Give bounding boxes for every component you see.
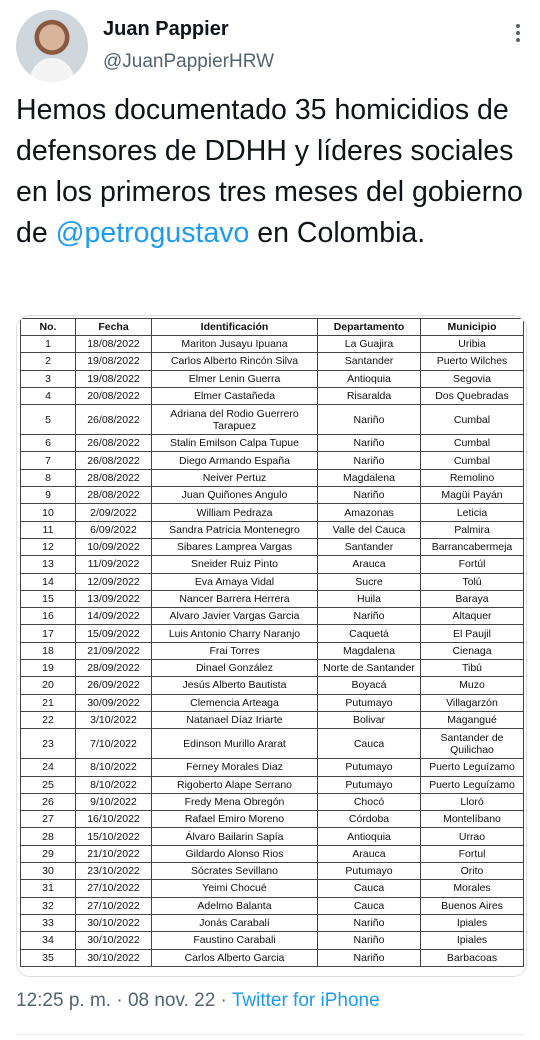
cell-no: 4 bbox=[21, 387, 76, 404]
table-row bbox=[21, 336, 524, 353]
cell-no: 6 bbox=[21, 435, 76, 452]
cell-fecha: 21/10/2022 bbox=[76, 845, 152, 862]
cell-no: 27 bbox=[21, 811, 76, 828]
header-no: No. bbox=[21, 319, 76, 336]
table-row bbox=[21, 370, 524, 387]
cell-departamento: Putumayo bbox=[318, 863, 421, 880]
cell-identificacion: Adriana del Rodio Guerrero Tarapuez bbox=[152, 405, 318, 435]
cell-departamento: Nariño bbox=[318, 608, 421, 625]
cell-municipio: Orito bbox=[421, 863, 524, 880]
cell-no: 24 bbox=[21, 759, 76, 776]
cell-identificacion: Elmer Castañeda bbox=[152, 387, 318, 404]
cell-no: 17 bbox=[21, 625, 76, 642]
cell-fecha: 27/10/2022 bbox=[76, 880, 152, 897]
cell-identificacion: Sandra Patricia Montenegro bbox=[152, 521, 318, 538]
tweet-footer bbox=[16, 990, 380, 1012]
header-identificacion: Identificación bbox=[152, 319, 318, 336]
mention-link[interactable]: @petrogustavo bbox=[55, 217, 250, 249]
cell-fecha: 15/09/2022 bbox=[76, 625, 152, 642]
cell-identificacion: Rafael Emiro Moreno bbox=[152, 811, 318, 828]
cell-identificacion: Adelmo Balanta bbox=[152, 897, 318, 914]
cell-departamento: Nariño bbox=[318, 405, 421, 435]
cell-fecha: 10/09/2022 bbox=[76, 538, 152, 555]
homicides-table bbox=[20, 318, 524, 967]
cell-departamento: Nariño bbox=[318, 487, 421, 504]
cell-identificacion: Natanael Díaz Iriarte bbox=[152, 711, 318, 728]
cell-departamento: Huila bbox=[318, 590, 421, 607]
cell-no: 25 bbox=[21, 776, 76, 793]
cell-departamento: Caquetá bbox=[318, 625, 421, 642]
cell-municipio: Puerto Leguízamo bbox=[421, 776, 524, 793]
cell-municipio: Remolino bbox=[421, 469, 524, 486]
table-row bbox=[21, 759, 524, 776]
cell-no: 19 bbox=[21, 660, 76, 677]
cell-departamento: Sucre bbox=[318, 573, 421, 590]
table-row bbox=[21, 897, 524, 914]
cell-no: 26 bbox=[21, 793, 76, 810]
cell-identificacion: Neiver Pertuz bbox=[152, 469, 318, 486]
cell-departamento: Santander bbox=[318, 538, 421, 555]
table-row bbox=[21, 487, 524, 504]
cell-departamento: Cauca bbox=[318, 880, 421, 897]
cell-identificacion: Mariton Jusayu Ipuana bbox=[152, 336, 318, 353]
table-row bbox=[21, 932, 524, 949]
cell-identificacion: William Pedraza bbox=[152, 504, 318, 521]
cell-fecha: 26/08/2022 bbox=[76, 405, 152, 435]
cell-fecha: 12/09/2022 bbox=[76, 573, 152, 590]
table-row bbox=[21, 573, 524, 590]
cell-fecha: 28/08/2022 bbox=[76, 487, 152, 504]
cell-identificacion: Carlos Alberto Rincón Silva bbox=[152, 353, 318, 370]
display-name[interactable]: Juan Pappier bbox=[103, 18, 229, 40]
cell-no: 16 bbox=[21, 608, 76, 625]
table-row bbox=[21, 435, 524, 452]
cell-departamento: Cauca bbox=[318, 729, 421, 759]
cell-identificacion: Edinson Murillo Ararat bbox=[152, 729, 318, 759]
cell-identificacion: Elmer Lenin Guerra bbox=[152, 370, 318, 387]
cell-fecha: 14/09/2022 bbox=[76, 608, 152, 625]
cell-no: 11 bbox=[21, 521, 76, 538]
cell-municipio: Leticia bbox=[421, 504, 524, 521]
cell-no: 23 bbox=[21, 729, 76, 759]
table-row bbox=[21, 387, 524, 404]
tweet-header bbox=[16, 10, 524, 82]
cell-no: 14 bbox=[21, 573, 76, 590]
cell-identificacion: Jesús Alberto Bautista bbox=[152, 677, 318, 694]
cell-identificacion: Sneider Ruiz Pinto bbox=[152, 556, 318, 573]
cell-no: 22 bbox=[21, 711, 76, 728]
cell-no: 32 bbox=[21, 897, 76, 914]
table-row bbox=[21, 949, 524, 966]
cell-departamento: Antioquia bbox=[318, 370, 421, 387]
cell-no: 29 bbox=[21, 845, 76, 862]
divider bbox=[16, 1034, 524, 1035]
cell-departamento: Santander bbox=[318, 353, 421, 370]
table-row bbox=[21, 538, 524, 555]
separator: · bbox=[111, 990, 128, 1011]
cell-no: 3 bbox=[21, 370, 76, 387]
cell-identificacion: Álvaro Bailarin Sapía bbox=[152, 828, 318, 845]
cell-identificacion: Juan Quiñones Angulo bbox=[152, 487, 318, 504]
cell-identificacion: Faustino Carabali bbox=[152, 932, 318, 949]
cell-fecha: 27/10/2022 bbox=[76, 897, 152, 914]
cell-identificacion: Clemencia Arteaga bbox=[152, 694, 318, 711]
tweet-text bbox=[16, 90, 524, 254]
cell-identificacion: Diego Armando España bbox=[152, 452, 318, 469]
cell-fecha: 7/10/2022 bbox=[76, 729, 152, 759]
table-row bbox=[21, 556, 524, 573]
cell-fecha: 26/08/2022 bbox=[76, 452, 152, 469]
cell-municipio: Uribia bbox=[421, 336, 524, 353]
cell-municipio: Tibú bbox=[421, 660, 524, 677]
cell-no: 31 bbox=[21, 880, 76, 897]
tweet-text-before: Hemos documentado 35 homicidios de defensores de DDHH y líderes sociales en los primeros tres meses del gobierno de bbox=[16, 94, 523, 249]
cell-identificacion: Frai Torres bbox=[152, 642, 318, 659]
table-row bbox=[21, 608, 524, 625]
cell-fecha: 28/08/2022 bbox=[76, 469, 152, 486]
avatar[interactable] bbox=[16, 10, 88, 82]
cell-no: 28 bbox=[21, 828, 76, 845]
cell-fecha: 11/09/2022 bbox=[76, 556, 152, 573]
cell-municipio: Baraya bbox=[421, 590, 524, 607]
cell-fecha: 9/10/2022 bbox=[76, 793, 152, 810]
table-row bbox=[21, 828, 524, 845]
cell-no: 30 bbox=[21, 863, 76, 880]
cell-no: 7 bbox=[21, 452, 76, 469]
cell-municipio: Altaquer bbox=[421, 608, 524, 625]
separator: · bbox=[215, 990, 232, 1011]
table-row bbox=[21, 452, 524, 469]
cell-fecha: 20/08/2022 bbox=[76, 387, 152, 404]
cell-departamento: Putumayo bbox=[318, 759, 421, 776]
table-row bbox=[21, 677, 524, 694]
cell-no: 12 bbox=[21, 538, 76, 555]
cell-no: 1 bbox=[21, 336, 76, 353]
cell-municipio: Urrao bbox=[421, 828, 524, 845]
table-row bbox=[21, 845, 524, 862]
cell-municipio: Palmira bbox=[421, 521, 524, 538]
cell-fecha: 21/09/2022 bbox=[76, 642, 152, 659]
cell-identificacion: Yeimi Chocué bbox=[152, 880, 318, 897]
table-row bbox=[21, 776, 524, 793]
cell-fecha: 16/10/2022 bbox=[76, 811, 152, 828]
user-handle[interactable]: @JuanPappierHRW bbox=[103, 51, 275, 72]
cell-municipio: Magangué bbox=[421, 711, 524, 728]
table-row bbox=[21, 590, 524, 607]
cell-municipio: Tolú bbox=[421, 573, 524, 590]
cell-fecha: 8/10/2022 bbox=[76, 776, 152, 793]
cell-departamento: Cauca bbox=[318, 897, 421, 914]
table-row bbox=[21, 521, 524, 538]
cell-departamento: Nariño bbox=[318, 914, 421, 931]
tweet-time[interactable]: 12:25 p. m. bbox=[16, 990, 112, 1011]
cell-departamento: Córdoba bbox=[318, 811, 421, 828]
cell-no: 2 bbox=[21, 353, 76, 370]
cell-departamento: Amazonas bbox=[318, 504, 421, 521]
cell-fecha: 28/09/2022 bbox=[76, 660, 152, 677]
cell-fecha: 23/10/2022 bbox=[76, 863, 152, 880]
cell-departamento: La Guajira bbox=[318, 336, 421, 353]
table-row bbox=[21, 625, 524, 642]
cell-departamento: Nariño bbox=[318, 452, 421, 469]
cell-municipio: Fortul bbox=[421, 845, 524, 862]
table-row bbox=[21, 660, 524, 677]
cell-departamento: Norte de Santander bbox=[318, 660, 421, 677]
cell-departamento: Putumayo bbox=[318, 776, 421, 793]
attached-image[interactable] bbox=[16, 315, 527, 977]
table-row bbox=[21, 793, 524, 810]
cell-identificacion: Sócrates Sevillano bbox=[152, 863, 318, 880]
cell-municipio: Cienaga bbox=[421, 642, 524, 659]
table-row bbox=[21, 811, 524, 828]
cell-departamento: Nariño bbox=[318, 949, 421, 966]
cell-no: 35 bbox=[21, 949, 76, 966]
cell-fecha: 26/09/2022 bbox=[76, 677, 152, 694]
cell-fecha: 15/10/2022 bbox=[76, 828, 152, 845]
tweet-source[interactable]: Twitter for iPhone bbox=[231, 990, 380, 1011]
cell-municipio: Muzo bbox=[421, 677, 524, 694]
cell-fecha: 30/10/2022 bbox=[76, 949, 152, 966]
cell-identificacion: Fredy Mena Obregón bbox=[152, 793, 318, 810]
cell-identificacion: Nancer Barrera Herrera bbox=[152, 590, 318, 607]
cell-departamento: Arauca bbox=[318, 556, 421, 573]
table-row bbox=[21, 914, 524, 931]
cell-identificacion: Eva Amaya Vidal bbox=[152, 573, 318, 590]
cell-no: 8 bbox=[21, 469, 76, 486]
table-row bbox=[21, 405, 524, 435]
cell-municipio: Cumbal bbox=[421, 435, 524, 452]
cell-municipio: Ipiales bbox=[421, 932, 524, 949]
cell-no: 13 bbox=[21, 556, 76, 573]
table-row bbox=[21, 711, 524, 728]
cell-fecha: 30/10/2022 bbox=[76, 914, 152, 931]
cell-departamento: Risaralda bbox=[318, 387, 421, 404]
cell-departamento: Nariño bbox=[318, 435, 421, 452]
cell-municipio: Morales bbox=[421, 880, 524, 897]
cell-identificacion: Ferney Morales Diaz bbox=[152, 759, 318, 776]
table-row bbox=[21, 880, 524, 897]
cell-departamento: Magdalena bbox=[318, 469, 421, 486]
table-row bbox=[21, 642, 524, 659]
cell-no: 9 bbox=[21, 487, 76, 504]
cell-municipio: Lloró bbox=[421, 793, 524, 810]
cell-fecha: 8/10/2022 bbox=[76, 759, 152, 776]
cell-fecha: 30/09/2022 bbox=[76, 694, 152, 711]
cell-no: 18 bbox=[21, 642, 76, 659]
cell-departamento: Putumayo bbox=[318, 694, 421, 711]
cell-departamento: Valle del Cauca bbox=[318, 521, 421, 538]
cell-fecha: 13/09/2022 bbox=[76, 590, 152, 607]
cell-municipio: Puerto Wilches bbox=[421, 353, 524, 370]
cell-no: 33 bbox=[21, 914, 76, 931]
cell-identificacion: Dinael González bbox=[152, 660, 318, 677]
cell-no: 20 bbox=[21, 677, 76, 694]
cell-fecha: 3/10/2022 bbox=[76, 711, 152, 728]
cell-identificacion: Carlos Alberto Garcia bbox=[152, 949, 318, 966]
cell-no: 21 bbox=[21, 694, 76, 711]
cell-municipio: Segovia bbox=[421, 370, 524, 387]
cell-identificacion: Luis Antonio Charry Naranjo bbox=[152, 625, 318, 642]
cell-no: 34 bbox=[21, 932, 76, 949]
header-municipio: Municipio bbox=[421, 319, 524, 336]
tweet-text-after: en Colombia. bbox=[249, 217, 426, 249]
cell-identificacion: Rigoberto Alape Serrano bbox=[152, 776, 318, 793]
header-fecha: Fecha bbox=[76, 319, 152, 336]
cell-municipio: El Paujil bbox=[421, 625, 524, 642]
cell-fecha: 30/10/2022 bbox=[76, 932, 152, 949]
cell-municipio: Puerto Leguízamo bbox=[421, 759, 524, 776]
cell-no: 10 bbox=[21, 504, 76, 521]
header-departamento: Departamento bbox=[318, 319, 421, 336]
cell-departamento: Nariño bbox=[318, 932, 421, 949]
cell-identificacion: Gildardo Alonso Rios bbox=[152, 845, 318, 862]
cell-departamento: Arauca bbox=[318, 845, 421, 862]
cell-fecha: 26/08/2022 bbox=[76, 435, 152, 452]
cell-fecha: 2/09/2022 bbox=[76, 504, 152, 521]
cell-departamento: Chocó bbox=[318, 793, 421, 810]
cell-municipio: Buenos Aires bbox=[421, 897, 524, 914]
cell-identificacion: Stalin Emilson Calpa Tupue bbox=[152, 435, 318, 452]
cell-municipio: Dos Quebradas bbox=[421, 387, 524, 404]
cell-municipio: Villagarzón bbox=[421, 694, 524, 711]
cell-identificacion: Sibares Lamprea Vargas bbox=[152, 538, 318, 555]
table-row bbox=[21, 469, 524, 486]
cell-departamento: Antioquia bbox=[318, 828, 421, 845]
cell-municipio: Magüi Payán bbox=[421, 487, 524, 504]
cell-no: 5 bbox=[21, 405, 76, 435]
table-row bbox=[21, 353, 524, 370]
cell-municipio: Barrancabermeja bbox=[421, 538, 524, 555]
cell-identificacion: Alvaro Javier Vargas Garcia bbox=[152, 608, 318, 625]
cell-fecha: 6/09/2022 bbox=[76, 521, 152, 538]
cell-fecha: 19/08/2022 bbox=[76, 370, 152, 387]
cell-municipio: Fortúl bbox=[421, 556, 524, 573]
cell-departamento: Bolivar bbox=[318, 711, 421, 728]
table-header-row bbox=[21, 319, 524, 336]
table-row bbox=[21, 694, 524, 711]
table-row bbox=[21, 504, 524, 521]
cell-municipio: Cumbal bbox=[421, 452, 524, 469]
cell-municipio: Montelíbano bbox=[421, 811, 524, 828]
cell-fecha: 19/08/2022 bbox=[76, 353, 152, 370]
cell-municipio: Cumbal bbox=[421, 405, 524, 435]
cell-fecha: 18/08/2022 bbox=[76, 336, 152, 353]
table-row bbox=[21, 729, 524, 759]
cell-departamento: Magdalena bbox=[318, 642, 421, 659]
table-row bbox=[21, 863, 524, 880]
cell-no: 15 bbox=[21, 590, 76, 607]
cell-identificacion: Jonás Carabalí bbox=[152, 914, 318, 931]
cell-municipio: Santander de Quilichao bbox=[421, 729, 524, 759]
cell-departamento: Boyacá bbox=[318, 677, 421, 694]
more-vertical-icon[interactable] bbox=[516, 24, 520, 45]
tweet-date[interactable]: 08 nov. 22 bbox=[127, 990, 216, 1011]
cell-municipio: Barbacoas bbox=[421, 949, 524, 966]
cell-municipio: Ipiales bbox=[421, 914, 524, 931]
